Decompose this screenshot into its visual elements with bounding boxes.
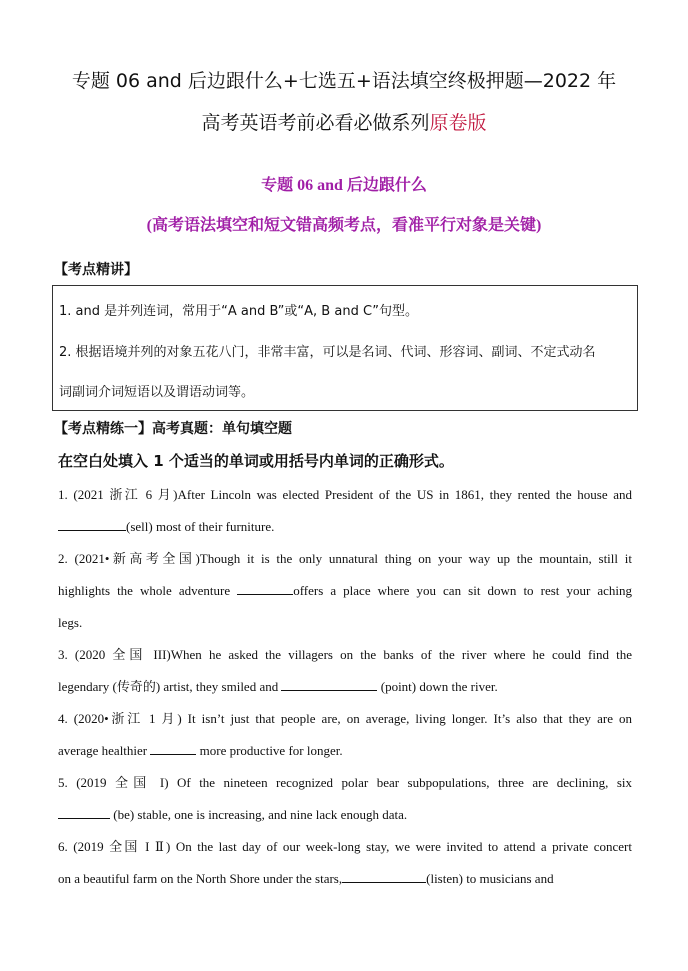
question-text: (be) stable, one is increasing, and nine lack enough data. — [113, 807, 408, 822]
topic-title: 专题 06 and 后边跟什么 — [261, 177, 427, 194]
question-2-line1: 2. (2021•新高考全国)Though it is the only unnatural thing on your way up the mountain, still it — [58, 551, 632, 566]
question-6-line1: 6. (2019 全国 I Ⅱ) On the last day of our week-long stay, we were invited to attend a private concert — [58, 839, 632, 854]
question-text: on a beautiful farm on the North Shore under the stars, — [58, 871, 343, 886]
question-4-line1: 4. (2020•浙江 1 月) It isn’t just that people are, on average, living longer. It’s also that they are on — [58, 711, 632, 726]
question-1-line2 — [58, 519, 632, 535]
practice-heading: 【考点精练一】高考真题：单句填空题 — [54, 421, 292, 437]
question-text: (listen) to musicians and — [426, 871, 554, 886]
question-5-line2 — [58, 807, 632, 823]
question-6-line2 — [58, 871, 632, 887]
key-point-1: 1. and 是并列连词，常用于“A and B”或“A, B and C”句型。 — [59, 304, 419, 319]
question-text: legendary (传奇的) artist, they smiled and — [58, 679, 279, 694]
key-points-box — [52, 285, 638, 411]
answer-blank[interactable] — [150, 743, 196, 755]
key-point-2-line2: 词副词介词短语以及谓语动词等。 — [59, 385, 255, 400]
question-2-line3: legs. — [58, 615, 83, 630]
question-4-line2 — [58, 743, 632, 759]
key-point-2-line1: 2. 根据语境并列的对象五花八门，非常丰富，可以是名词、代词、形容词、副词、不定式动名 — [59, 345, 596, 360]
question-text: offers a place where you can sit down to rest your aching — [293, 583, 633, 598]
doc-title-series: 高考英语考前必看必做系列 — [201, 112, 430, 134]
question-text: average healthier — [58, 743, 148, 758]
doc-title-version: 原卷版 — [429, 112, 487, 134]
question-text: (point) down the river. — [380, 679, 498, 694]
question-1-line1: 1. (2021 浙江 6 月)After Lincoln was elected President of the US in 1861, they rented the house and — [58, 487, 632, 502]
answer-blank[interactable] — [58, 807, 110, 819]
topic-subtitle: (高考语法填空和短文错高频考点，看准平行对象是关键) — [146, 217, 542, 234]
question-text: more productive for longer. — [199, 743, 343, 758]
question-5-line1: 5. (2019 全国 I) Of the nineteen recognized polar bear subpopulations, three are declining, six — [58, 775, 632, 790]
question-3-line1: 3. (2020 全国 III)When he asked the villagers on the banks of the river where he could find the — [58, 647, 632, 662]
answer-blank[interactable] — [281, 679, 377, 691]
question-2-line2 — [58, 583, 632, 599]
key-points-heading: 【考点精讲】 — [54, 262, 138, 278]
answer-blank[interactable] — [58, 519, 126, 531]
question-text: (sell) most of their furniture. — [126, 519, 275, 534]
answer-blank[interactable] — [237, 583, 293, 595]
doc-title-line2 — [0, 108, 688, 135]
question-3-line2 — [58, 679, 632, 695]
practice-instruction: 在空白处填入 1 个适当的单词或用括号内单词的正确形式。 — [58, 452, 454, 470]
doc-title-line1: 专题 06 and 后边跟什么+七选五+语法填空终极押题—2022 年 — [71, 70, 617, 92]
answer-blank[interactable] — [342, 871, 426, 883]
question-text: highlights the whole adventure — [58, 583, 231, 598]
